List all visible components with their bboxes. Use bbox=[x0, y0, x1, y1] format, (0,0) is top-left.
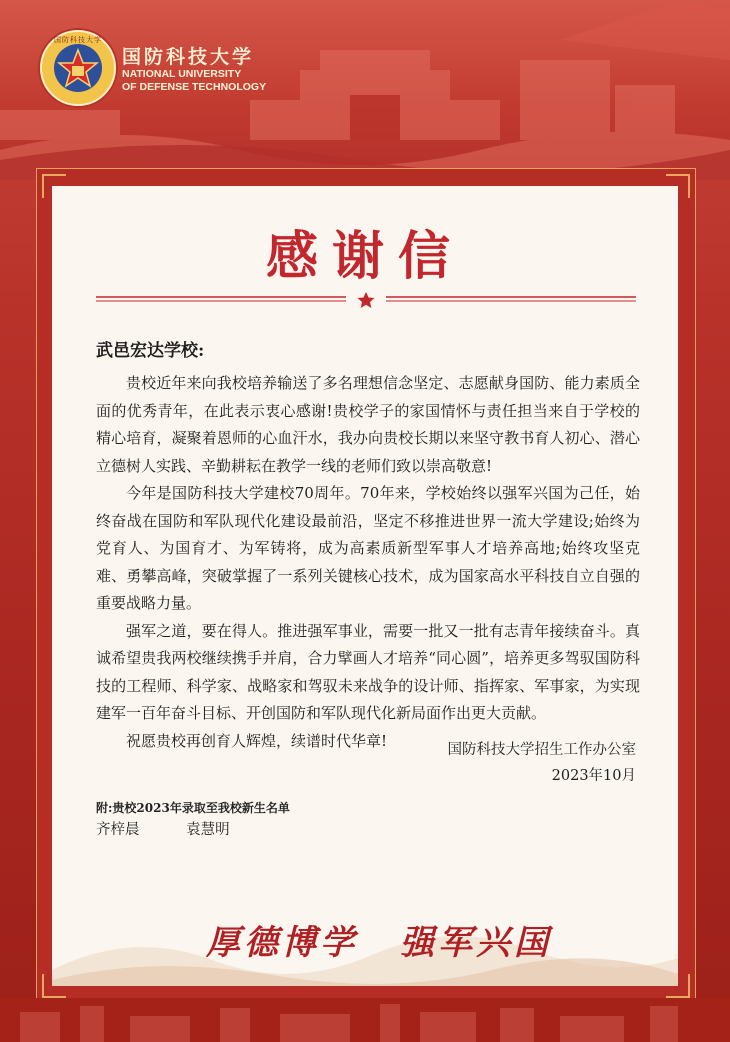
header-banner bbox=[0, 0, 730, 180]
title-divider bbox=[96, 292, 636, 308]
paragraph: 祝愿贵校再创育人辉煌，续谱时代华章! bbox=[126, 731, 388, 750]
star-emblem-icon bbox=[54, 44, 102, 92]
paragraph: 今年是国防科技大学建校70周年。70年来，学校始终以强军兴国为己任，始终奋战在国防和军队现代化建设最前沿，坚定不移推进世界一流大学建设;始终为党育人、为国育才、为军铸将，成为高素质新型军事人才培养高地;始终攻坚克难、勇攀高峰，突破掌握了一系列关键核心技术，成为国家高水平科技自立自强的重要战略力量。 bbox=[96, 484, 640, 612]
university-logo bbox=[40, 30, 116, 106]
signature-date: 2023年10月 bbox=[551, 768, 636, 784]
university-name-en bbox=[122, 68, 266, 94]
student-list bbox=[96, 818, 272, 839]
bottom-skyline bbox=[0, 998, 730, 1042]
mountain-decoration bbox=[52, 900, 678, 986]
motto-left: 厚德博学 bbox=[206, 923, 358, 963]
logo-inner-circle bbox=[54, 44, 102, 92]
student-name: 齐梓晨 bbox=[96, 822, 140, 838]
signature-org: 国防科技大学招生工作办公室 bbox=[447, 742, 636, 758]
motto-right: 强军兴国 bbox=[400, 923, 552, 963]
architecture-silhouette bbox=[0, 0, 730, 180]
appendix-title: 附:贵校2023年录取至我校新生名单 bbox=[96, 801, 290, 815]
university-name-en-line1: NATIONAL UNIVERSITY bbox=[122, 68, 242, 80]
star-icon bbox=[358, 292, 375, 308]
letter-title: 感谢信 bbox=[265, 227, 464, 287]
logo-ring-text: 国防科技大学 bbox=[54, 36, 102, 44]
letter-body bbox=[96, 370, 640, 755]
salutation: 武邑宏达学校: bbox=[96, 341, 205, 361]
student-name: 袁慧明 bbox=[186, 822, 230, 838]
frame-corner-ornament bbox=[42, 174, 66, 198]
university-name-cn: 国防科技大学 bbox=[122, 46, 255, 68]
university-name-en-line2: OF DEFENSE TECHNOLOGY bbox=[122, 81, 267, 93]
paragraph: 贵校近年来向我校培养输送了多名理想信念坚定、志愿献身国防、能力素质全面的优秀青年，在此表示衷心感谢!贵校学子的家国情怀与责任担当来自于学校的精心培育，凝聚着恩师的心血汗水，我办向贵校长期以来坚守教书育人初心、潜心立德树人实践、辛勤耕耘在教学一线的老师们致以崇高敬意! bbox=[96, 374, 640, 475]
paragraph: 强军之道，要在得人。推进强军事业，需要一批又一批有志青年接续奋斗。真诚希望贵我两校继续携手并肩，合力擘画人才培养“同心圆”，培养更多驾驭国防科技的工程师、科学家、战略家和驾驭未来战争的设计师、指挥家、军事家，为实现建军一百年奋斗目标、开创国防和军队现代化新局面作出更大贡献。 bbox=[96, 621, 640, 722]
frame-corner-ornament bbox=[666, 174, 690, 198]
